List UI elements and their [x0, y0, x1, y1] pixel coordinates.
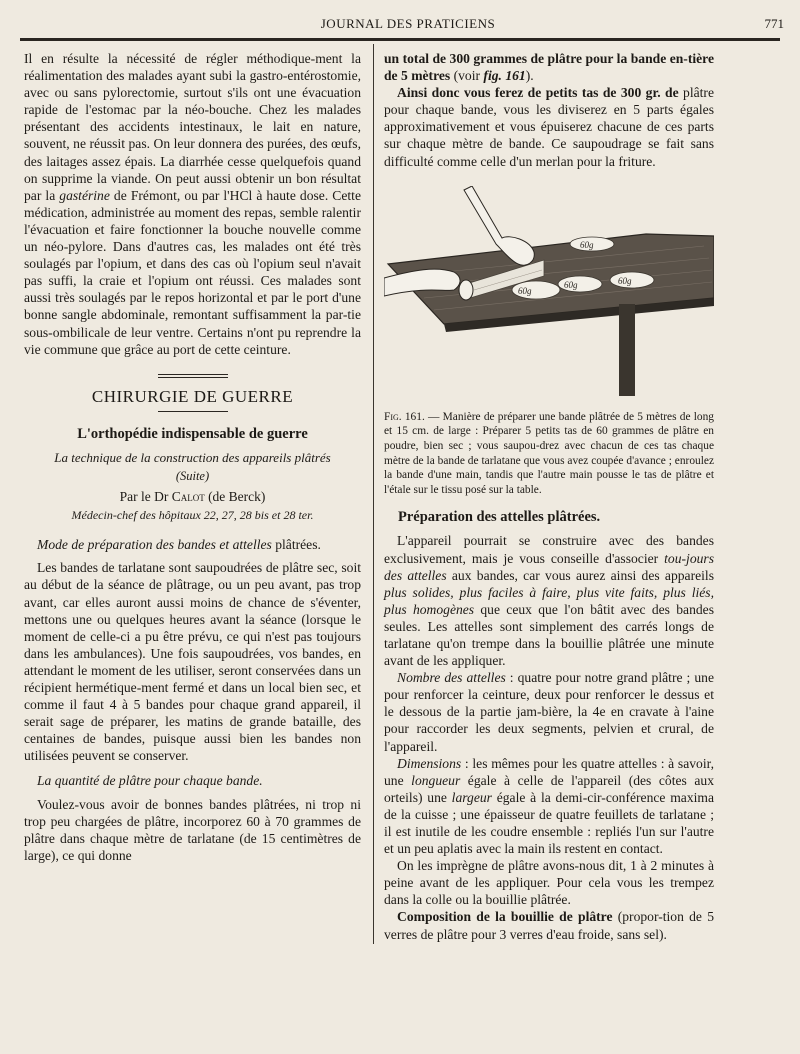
- header-rule: [20, 38, 780, 41]
- figure-161-illustration: [384, 186, 714, 400]
- running-title: JOURNAL DES PRATICIENS: [320, 16, 496, 31]
- article-author: Par le Dr Calot (de Berck): [119, 489, 266, 505]
- article-subtitle: La technique de la construction des appareils plâtrés: [54, 449, 331, 465]
- section-rule-bottom: [158, 411, 228, 412]
- subheading-quantite: La quantité de plâtre pour chaque bande.: [37, 773, 263, 789]
- paragraph-bandes: Les bandes de tarlatane sont saupoudrées de plâtre sec, soit au début de la séance de plâtrage, ou un peu avant, pas trop avant, car elles auront aussi moins de chance de s'éventer, mettons une ou quelques heures avant la séance (lorsque le moment de celle-ci a pu être prévu, ce qui n'est pas toujours dans les ambulances). Une fois saupoudrées, vos bandes, en attendant le moment de les utiliser, seront conservées dans un récipient hermétique-ment fermé et dans un local bien sec, et comme il faut 4 à 5 bandes pour chaque grand appareil, il serait sage de préparer, les matins de grande bataille, des centaines de bandes, puisque aussi bien les bandes non utilisées peuvent se conserver.: [24, 560, 361, 764]
- paragraph-total: un total de 300 grammes de plâtre pour la bande en-tière de 5 mètres (voir fig. 161).: [384, 51, 714, 84]
- page-header: [20, 16, 796, 38]
- figure-caption: Fig. 161. — Manière de préparer une bande plâtrée de 5 mètres de long et 15 cm. de large : Préparer 5 petits tas de 60 grammes de plâtre en poudre, bien sec ; vous saupou-drez avec chacun de ces tas chaque mètre de la bande de tarlatane que vous avez coupée d'avance ; enroulez la bande d'une main, tandis que l'autre main pousse le tas de plâtre et l'étale sur le tissu posé sur la table.: [384, 410, 715, 496]
- table-leg: [619, 304, 635, 396]
- paragraph-nombre: Nombre des attelles : quatre pour notre grand plâtre ; une pour renforcer la ceinture, deux pour renforcer le dessus et le dessous de la partie jam-bière, la 4e en cravate à l'aine pour raccorder les deux segments, pelvien et crural, de l'appareil.: [384, 670, 714, 754]
- pile-label: 60g: [518, 285, 532, 296]
- pile-label: 60g: [580, 239, 594, 250]
- paragraph-dimensions: Dimensions : les mêmes pour les quatre attelles : à savoir, une longueur égale à celle de l'appareil (des côtes aux orteils) une largeur égale à la demi-cir-conférence maxima de la cuisse ; une épaisseur de quatre feuillets de tarlatane ; il est inutile de les coudre ensemble : repliés l'un sur l'autre et un peu aplatis avec la main ils restent en contact.: [384, 755, 714, 857]
- section-heading-attelles: Préparation des attelles plâtrées.: [398, 509, 601, 526]
- section-title: CHIRURGIE DE GUERRE: [91, 386, 294, 406]
- paragraph-quantite: Voulez-vous avoir de bonnes bandes plâtrées, ni trop ni trop peu chargées de plâtre, incorporez 60 à 70 grammes de plâtre dans chaque mètre de tarlatane (de 15 centimètres de large), ce qui donne: [24, 796, 361, 863]
- paragraph-realimentation: Il en résulte la nécessité de régler méthodique-ment la réalimentation des malades ayant subi la gastro-entérostomie, avec ou sans pylorectomie, surtout s'ils ont une évacuation rapide de l'estomac par la néo-bouche. Chez les malades présentant des accidents intestinaux, le lait en nature, souvent, ne réussit pas. On leur donnera des purées, des œufs, des laitages assez épais. La diarrhée cesse quelquefois quand on supprime la viande. On peut aussi obtenir un bon résultat par la gastérine de Frémont, ou par l'HCl à haute dose. Cette médication, administrée au moment des repas, semble ralentir l'évacuation et faire fonctionner la bouche nouvelle comme un néo-pylore. Dans d'autres cas, les malades ont été très soulagés par l'opium, et dans des cas où l'opium seul n'avait pas suffi, la craie et l'opium ont réussi. Ces malades sont aussi très soulagés par le repos horizontal et par le port d'une bonne sangle abdominale, remontant suffisamment la par-tie sous-ombilicale de leur ventre. Certains n'ont pu reprendre la vie commune que grâce au port de cette ceinture.: [24, 51, 361, 357]
- author-affiliation: Médecin-chef des hôpitaux 22, 27, 28 bis et 28 ter.: [71, 508, 314, 523]
- article-suite: (Suite): [175, 468, 210, 483]
- plaster-pile: [610, 272, 654, 288]
- subheading-mode: Mode de préparation des bandes et attelles plâtrées.: [37, 537, 321, 553]
- left-column: [24, 50, 361, 864]
- page-number: 771: [764, 16, 784, 31]
- article-title: L'orthopédie indispensable de guerre: [77, 425, 308, 442]
- paragraph-tas: Ainsi donc vous ferez de petits tas de 300 gr. de plâtre pour chaque bande, vous les diviserez en 5 parts égales approximativement et vous épuiserez chacune de ces parts sur chaque mètre de bande. Ce saupoudrage se fait sans difficulté comme celle d'un merlan pour la friture.: [384, 85, 714, 169]
- paragraph-appareil: L'appareil pourrait se construire avec des bandes exclusivement, mais je vous conseille d'associer tou-jours des attelles aux bandes, car vous aurez ainsi des appareils plus solides, plus faciles à faire, plus vite faits, plus liés, plus homogènes que ceux que l'on bâtit avec des bandes seules. Les attelles sont simplement des carrés longs de tarlatane qu'on trempe dans la bouillie plâtrée une minute avant de les appliquer.: [384, 533, 715, 669]
- section-rule-top: [158, 374, 228, 378]
- paragraph-composition: Composition de la bouillie de plâtre (propor-tion de 5 verres de plâtre pour 3 verres d'eau froide, sans sel).: [384, 909, 714, 942]
- pile-label: 60g: [618, 275, 632, 286]
- band-roll: [459, 280, 473, 300]
- pile-label: 60g: [564, 279, 578, 290]
- right-column: [384, 50, 714, 943]
- column-divider: [373, 44, 374, 944]
- paragraph-impregne: On les imprègne de plâtre avons-nous dit, 1 à 2 minutes à peine avant de les appliquer. Pour cela vous les trempez dans la colle ou la bouillie plâtrée.: [384, 858, 714, 908]
